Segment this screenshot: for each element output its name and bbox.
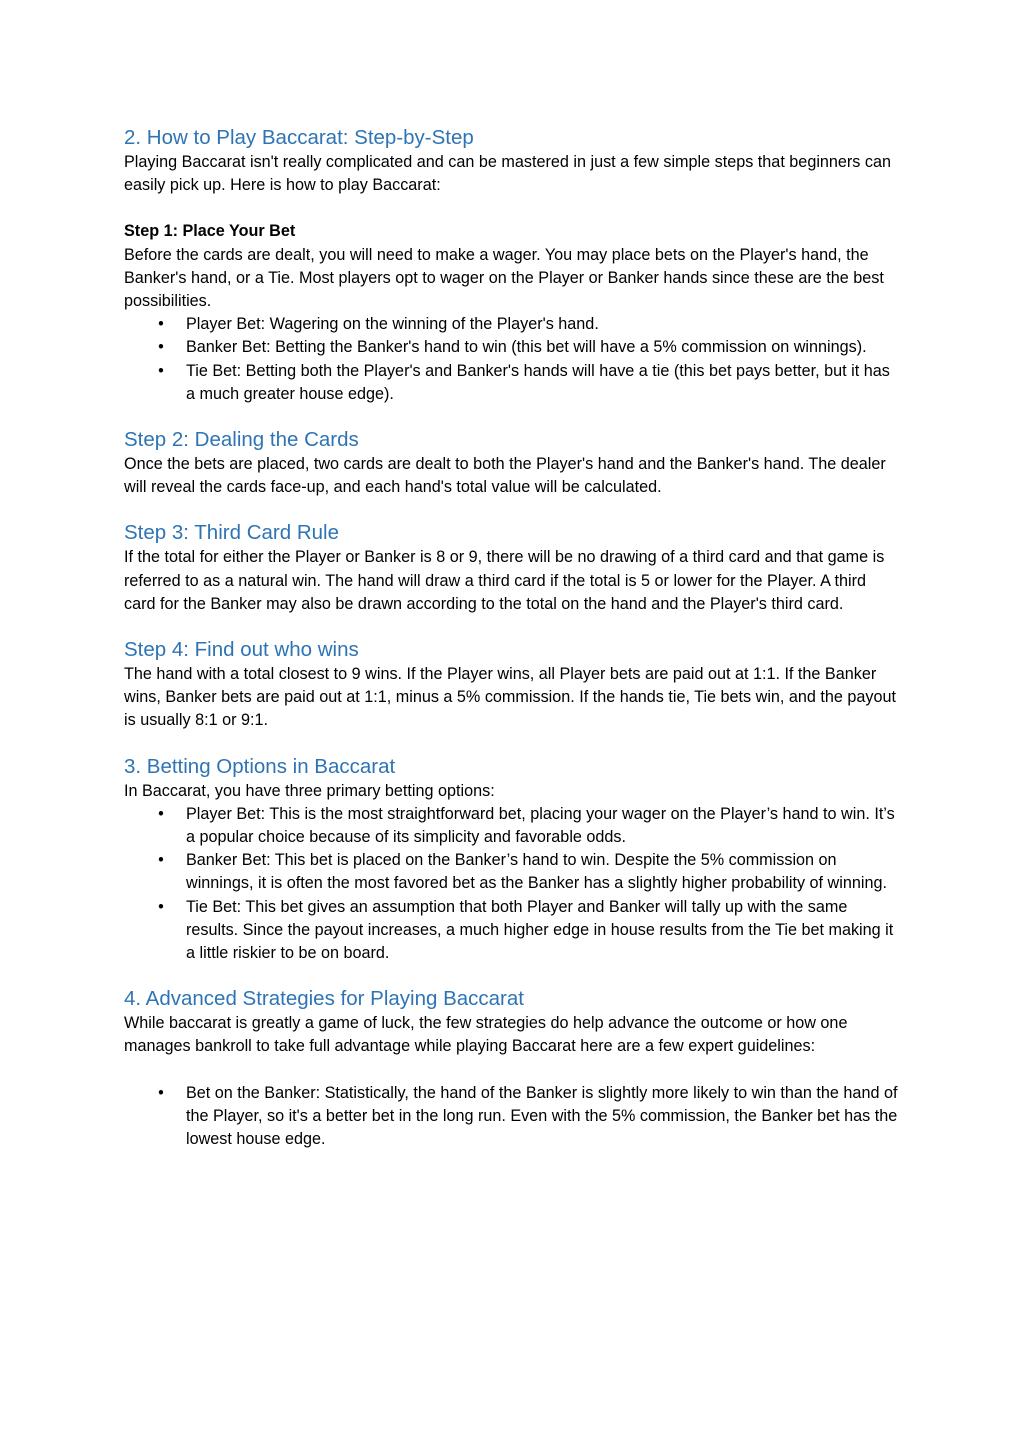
list-item (124, 849, 900, 895)
section-4-heading: 4. Advanced Strategies for Playing Baccarat (124, 987, 524, 1011)
bullet-icon: • (158, 804, 164, 823)
list-item-text: Banker Bet: Betting the Banker's hand to win (this bet will have a 5% commission on winnings). (186, 338, 867, 357)
step-1-bullet-list (124, 313, 900, 406)
step-4-body: The hand with a total closest to 9 wins. If the Player wins, all Player bets are paid out at 1:1. If the Banker wins, Banker bets are paid out at 1:1, minus a 5% commission. If the hands tie, Tie bets win, and the payout is usually 8:1 or 9:1. (124, 665, 897, 730)
list-item (124, 313, 900, 336)
section-4-bullet-list (124, 1082, 900, 1152)
list-item-text: Tie Bet: Betting both the Player's and Banker's hands will have a tie (this bet pays better, but it has a much greater house edge). (186, 361, 890, 403)
step-1-body: Before the cards are dealt, you will need to make a wager. You may place bets on the Player's hand, the Banker's hand, or a Tie. Most players opt to wager on the Player or Banker hands since these are the best possibilities. (124, 245, 884, 311)
list-item-text: Player Bet: This is the most straightforward bet, placing your wager on the Player’s hand to win. It’s a popular choice because of its simplicity and favorable odds. (186, 804, 895, 847)
bullet-icon: • (158, 315, 164, 334)
step-4-heading: Step 4: Find out who wins (124, 638, 359, 662)
list-item (124, 360, 900, 406)
list-item (124, 336, 900, 359)
section-3-bullet-list (124, 803, 900, 965)
section-2-heading: 2. How to Play Baccarat: Step-by-Step (124, 126, 474, 149)
step-3-body: If the total for either the Player or Banker is 8 or 9, there will be no drawing of a third card and that game is referred to as a natural win. The hand will draw a third card if the total is 5 or lower for the Player. A third card for the Banker may also be drawn according to the total on the hand and the Player's third card. (124, 548, 885, 613)
section-2-intro: Playing Baccarat isn't really complicated and can be mastered in just a few simple steps that beginners can easily pick up. Here is how to play Baccarat: (124, 153, 892, 195)
list-item-text: Tie Bet: This bet gives an assumption that both Player and Banker will tally up with the same results. Since the payout increases, a much higher edge in house results from the Tie bet making it a little riskier to be on board. (186, 897, 894, 963)
section-3-intro: In Baccarat, you have three primary betting options: (124, 781, 495, 800)
step-1-title: Step 1: Place Your Bet (124, 222, 296, 241)
step-2-heading: Step 2: Dealing the Cards (124, 428, 359, 452)
list-item-text: Bet on the Banker: Statistically, the hand of the Banker is slightly more likely to win than the hand of the Player, so it's a better bet in the long run. Even with the 5% commission, the Banker bet has the lowest house edge. (186, 1083, 898, 1149)
list-item-text: Player Bet: Wagering on the winning of the Player's hand. (186, 315, 599, 334)
list-item (124, 1082, 900, 1152)
bullet-icon: • (158, 338, 164, 357)
section-3-heading: 3. Betting Options in Baccarat (124, 754, 396, 778)
section-4-intro: While baccarat is greatly a game of luck, the few strategies do help advance the outcome or how one manages bankroll to take full advantage while playing Baccarat here are a few expert guidelines: (124, 1014, 848, 1056)
list-item-text: Banker Bet: This bet is placed on the Banker’s hand to win. Despite the 5% commission on winnings, it is often the most favored bet as the Banker has a slightly higher probability of winning. (186, 851, 887, 893)
step-2-body: Once the bets are placed, two cards are dealt to both the Player's hand and the Banker's hand. The dealer will reveal the cards face-up, and each hand's total value will be calculated. (124, 455, 886, 497)
list-item (124, 896, 900, 966)
step-3-heading: Step 3: Third Card Rule (124, 521, 339, 545)
bullet-icon: • (158, 1083, 164, 1102)
list-item (124, 803, 900, 849)
bullet-icon: • (158, 897, 164, 916)
bullet-icon: • (158, 851, 164, 870)
bullet-icon: • (158, 361, 164, 380)
document-page (124, 124, 900, 1151)
